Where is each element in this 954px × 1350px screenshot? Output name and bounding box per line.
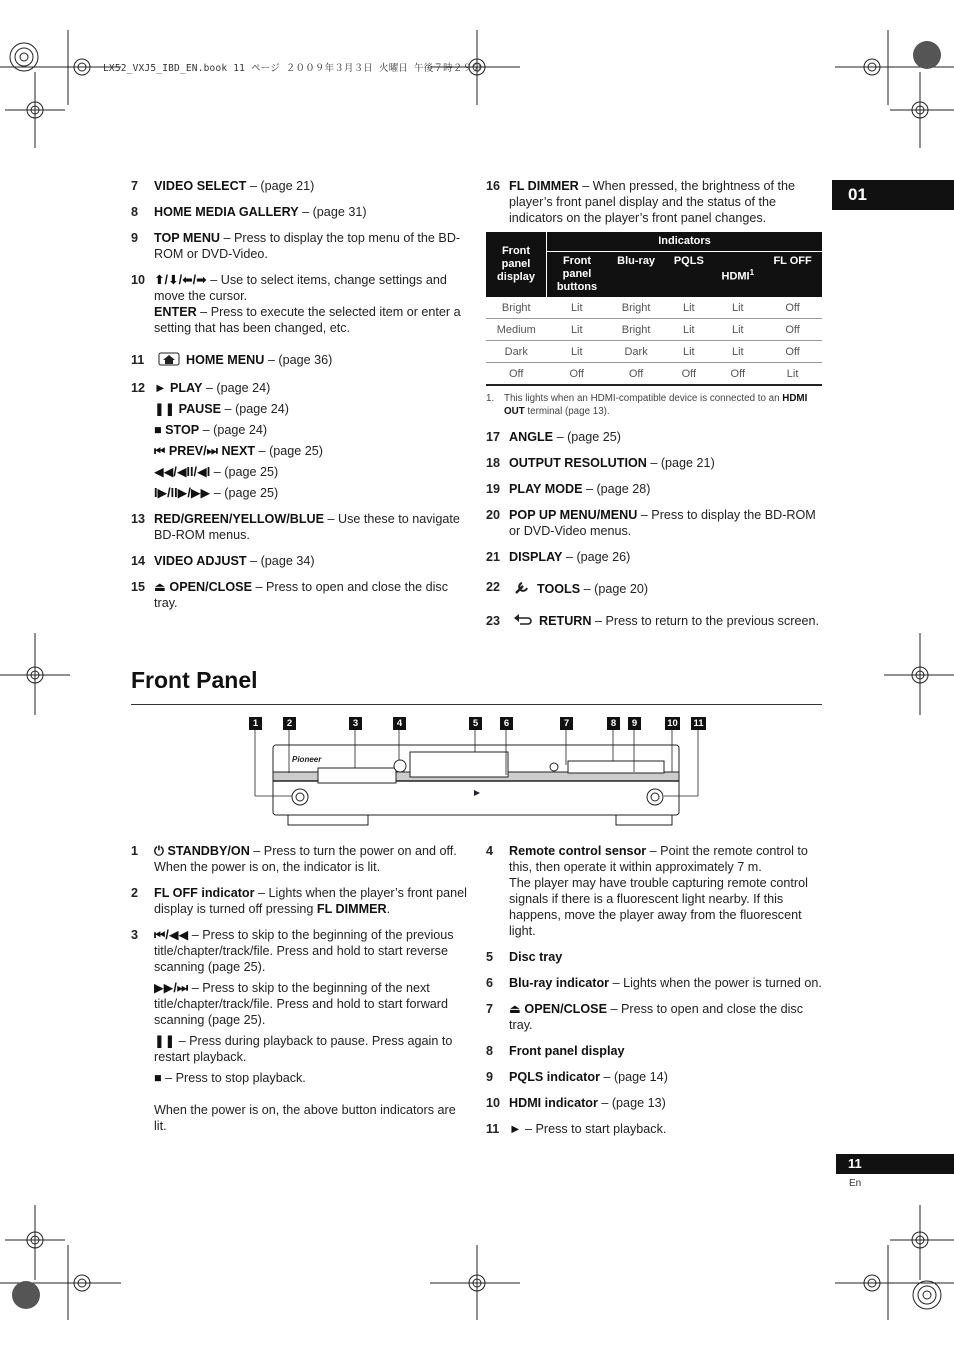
book-file-header: LX52_VXJ5_IBD_EN.book 11 ページ ２００９年３月３日 火曜日 午後７時２９分	[103, 63, 482, 74]
callout-6: 6	[500, 717, 513, 730]
item-number: 19	[486, 482, 501, 496]
table-cell: Off	[763, 297, 822, 319]
section-title: Front Panel	[131, 667, 258, 693]
item-title: ►	[509, 1122, 522, 1136]
list-item	[131, 230, 467, 262]
item-text: The player may have trouble capturing remote control signals if there is a fluorescent light nearby. If this happens, move the player away from the fluorescent light.	[509, 876, 808, 938]
list-item	[486, 949, 822, 965]
footnote-text: terminal (page 13).	[524, 406, 610, 417]
list-item	[486, 178, 822, 226]
item-number: 15	[131, 580, 146, 594]
table-footnote	[486, 392, 822, 418]
item-title: ⏏ OPEN/CLOSE	[154, 580, 252, 594]
item-number: 8	[131, 205, 139, 219]
chapter-tab: 01	[832, 180, 954, 210]
table-cell: Lit	[665, 319, 712, 341]
table-cell: Off	[607, 363, 665, 386]
table-cell: Bright	[486, 297, 547, 319]
return-icon	[513, 613, 533, 627]
col-header-fl-off: FL OFF	[763, 252, 822, 298]
item-text: – Press to turn the power on and off. When the power is on, the indicator is lit.	[154, 844, 457, 874]
item-note: When the power is on, the above button indicators are lit.	[154, 1103, 456, 1133]
bluray-logo	[474, 790, 480, 796]
list-item	[486, 1121, 822, 1137]
callout-9: 9	[628, 717, 641, 730]
item-title: VIDEO ADJUST	[154, 554, 247, 568]
table-cell: Medium	[486, 319, 547, 341]
callout-10: 10	[665, 717, 680, 730]
table-row	[486, 341, 822, 363]
table-cell: Bright	[607, 297, 665, 319]
list-item	[131, 553, 467, 569]
hdmi-label: HDMI	[721, 270, 750, 283]
item-number: 12	[131, 381, 146, 395]
item-title: HDMI indicator	[509, 1096, 598, 1110]
item-text: – Use these to navigate BD-ROM menus.	[154, 512, 460, 542]
item-title: ⏻ STANDBY/ON	[154, 844, 250, 858]
item-text: – Press to skip to the beginning of the previous title/chapter/track/file. Press and hold to start reverse scanning (page 25).	[154, 928, 454, 974]
item-number: 9	[486, 1070, 494, 1084]
col-header-buttons: Front panel buttons	[547, 252, 608, 298]
callout-11: 11	[691, 717, 706, 730]
item-title: FL DIMMER	[509, 179, 579, 193]
table-cell: Off	[712, 363, 763, 386]
item-text: – Lights when the player’s front panel display is turned off pressing	[154, 886, 467, 916]
table-cell: Bright	[607, 319, 665, 341]
item-symbol: ❚❚	[154, 1034, 176, 1048]
home-icon	[158, 352, 180, 366]
footnote-bold: HDMI OUT	[504, 393, 808, 417]
item-number: 21	[486, 550, 501, 564]
item-title: RED/GREEN/YELLOW/BLUE	[154, 512, 325, 526]
table-cell: Dark	[486, 341, 547, 363]
callout-2: 2	[283, 717, 296, 730]
list-item	[131, 511, 467, 543]
table-cell: Lit	[712, 319, 763, 341]
item-text: – Point the remote control to this, then operate it within approximately 7 m.	[509, 844, 808, 874]
item-number: 6	[486, 976, 494, 990]
item-text: – (page 25)	[210, 486, 279, 500]
item-text: – (page 14)	[599, 1070, 668, 1084]
item-title: TOOLS	[537, 582, 581, 596]
table-cell: Dark	[607, 341, 665, 363]
col-header-display: Front panel display	[486, 232, 547, 297]
item-number: 11	[486, 1122, 500, 1136]
table-row	[486, 363, 822, 386]
list-item	[131, 927, 467, 1134]
item-title: VIDEO SELECT	[154, 179, 247, 193]
list-item	[131, 579, 467, 611]
col-header-hdmi	[712, 252, 763, 298]
item-text: – (page 26)	[562, 550, 631, 564]
arrow-keys-title: ⬆/⬇/⬅/➡	[154, 273, 207, 287]
footnote-number: 1.	[486, 393, 495, 404]
table-row	[486, 297, 822, 319]
item-text: – Press during playback to pause. Press again to restart playback.	[154, 1034, 453, 1064]
item-text: – Press to execute the selected item or enter a setting that has been changed, etc.	[154, 305, 461, 335]
item-title: DISPLAY	[509, 550, 563, 564]
item-number: 8	[486, 1044, 494, 1058]
list-item	[131, 352, 467, 368]
list-item	[486, 843, 822, 939]
table-cell: Off	[763, 341, 822, 363]
item-title: Disc tray	[509, 950, 563, 964]
item-number: 10	[131, 273, 146, 287]
table-cell: Lit	[763, 363, 822, 386]
item-text: – Press to open and close the disc tray.	[509, 1002, 804, 1032]
item-title: OUTPUT RESOLUTION	[509, 456, 647, 470]
table-cell: Lit	[712, 341, 763, 363]
table-row	[486, 319, 822, 341]
item-text: – (page 20)	[580, 582, 649, 596]
item-number: 5	[486, 950, 494, 964]
item-title: FL OFF indicator	[154, 886, 255, 900]
item-number: 10	[486, 1096, 501, 1110]
item-title: Remote control sensor	[509, 844, 647, 858]
table-cell: Lit	[712, 297, 763, 319]
item-number: 13	[131, 512, 146, 526]
item-text: – (page 13)	[597, 1096, 666, 1110]
col-header-pqls: PQLS	[665, 252, 712, 298]
page-number: 11	[836, 1154, 954, 1174]
fl-dimmer-item	[486, 178, 822, 236]
item-symbol: ■	[154, 1071, 162, 1085]
callout-8: 8	[607, 717, 620, 730]
list-item	[486, 429, 822, 445]
list-item	[486, 975, 822, 991]
item-title: PQLS indicator	[509, 1070, 600, 1084]
list-item	[131, 204, 467, 220]
fwd-scan-title: I▶/II▶/▶▶	[154, 486, 211, 500]
item-number: 16	[486, 179, 501, 193]
item-number: 20	[486, 508, 501, 522]
list-item	[131, 843, 467, 875]
list-item	[486, 1069, 822, 1085]
item-text: – Press to return to the previous screen.	[591, 614, 819, 628]
item-text: – (page 24)	[202, 381, 271, 395]
col-header-bluray: Blu-ray	[607, 252, 665, 298]
item-text: – Press to skip to the beginning of the next title/chapter/track/file. Press and hold to start forward scanning (page 25).	[154, 981, 448, 1027]
item-title: PLAY MODE	[509, 482, 583, 496]
item-number: 7	[131, 179, 139, 193]
item-text: – Lights when the power is turned on.	[609, 976, 822, 990]
item-title: HOME MEDIA GALLERY	[154, 205, 299, 219]
col-header-indicators: Indicators	[547, 232, 823, 252]
item-text: – Press to display the BD-ROM or DVD-Video menus.	[509, 508, 816, 538]
item-title: RETURN	[539, 614, 592, 628]
front-panel-items-right	[486, 843, 822, 1147]
list-item	[486, 549, 822, 565]
item-symbol: ⏮/◀◀	[154, 928, 189, 942]
item-text: – (page 24)	[199, 423, 268, 437]
table-cell: Lit	[665, 341, 712, 363]
callout-5: 5	[469, 717, 482, 730]
wrench-icon	[513, 579, 531, 595]
indicator-table	[486, 232, 822, 386]
item-text: – Press to start playback.	[521, 1122, 667, 1136]
prev-next-title: ⏮ PREV/⏭ NEXT	[154, 444, 256, 458]
item-title: ⏏ OPEN/CLOSE	[509, 1002, 607, 1016]
callout-7: 7	[560, 717, 573, 730]
section-divider	[131, 704, 822, 705]
play-title: ► PLAY	[154, 381, 203, 395]
callout-1: 1	[249, 717, 262, 730]
enter-title: ENTER	[154, 305, 197, 319]
callout-4: 4	[393, 717, 406, 730]
list-item	[486, 481, 822, 497]
item-title: Blu-ray indicator	[509, 976, 610, 990]
list-item	[486, 1001, 822, 1033]
item-number: 11	[131, 353, 145, 367]
item-title: ANGLE	[509, 430, 554, 444]
list-item	[486, 455, 822, 471]
remote-items-left	[131, 178, 467, 621]
item-text: – (page 21)	[246, 179, 315, 193]
list-item	[486, 579, 822, 597]
item-text: – (page 34)	[246, 554, 315, 568]
item-number: 18	[486, 456, 501, 470]
item-title: TOP MENU	[154, 231, 221, 245]
item-number: 2	[131, 886, 139, 900]
list-item	[486, 613, 822, 629]
item-text: – (page 24)	[221, 402, 289, 416]
table-cell: Lit	[665, 297, 712, 319]
item-text: – (page 25)	[255, 444, 323, 458]
item-number: 3	[131, 928, 139, 942]
footnote-text: This lights when an HDMI-compatible device is connected to an	[504, 393, 783, 404]
list-item	[486, 507, 822, 539]
brand-logo: Pioneer	[292, 755, 322, 764]
item-text: – Use to select items, change settings and move the cursor.	[154, 273, 447, 303]
item-title: POP UP MENU/MENU	[509, 508, 638, 522]
stop-title: ■ STOP	[154, 423, 200, 437]
rev-scan-title: ◀◀/◀II/◀I	[154, 465, 211, 479]
list-item	[131, 272, 467, 336]
callout-3: 3	[349, 717, 362, 730]
hdmi-footnote-mark: 1	[749, 267, 755, 277]
item-number: 9	[131, 231, 139, 245]
list-item	[131, 380, 467, 501]
item-title: Front panel display	[509, 1044, 625, 1058]
table-cell: Off	[547, 363, 608, 386]
list-item	[486, 1095, 822, 1111]
table-cell: Off	[486, 363, 547, 386]
item-number: 22	[486, 580, 501, 594]
item-number: 14	[131, 554, 146, 568]
table-cell: Off	[665, 363, 712, 386]
item-bold: FL DIMMER	[316, 902, 387, 916]
table-cell: Lit	[547, 319, 608, 341]
item-number: 17	[486, 430, 501, 444]
player-front-diagram	[240, 730, 720, 830]
item-text: – (page 36)	[264, 353, 333, 367]
table-cell: Off	[763, 319, 822, 341]
item-number: 7	[486, 1002, 494, 1016]
item-text: – (page 25)	[553, 430, 621, 444]
item-text: – Press to display the top menu of the BD-ROM or DVD-Video.	[154, 231, 461, 261]
item-text: – (page 28)	[582, 482, 651, 496]
list-item	[131, 885, 467, 917]
table-cell: Lit	[547, 341, 608, 363]
item-text: – (page 25)	[210, 465, 279, 479]
item-text: – Press to open and close the disc tray.	[154, 580, 449, 610]
item-number: 1	[131, 844, 139, 858]
list-item	[131, 178, 467, 194]
front-panel-items-left	[131, 843, 467, 1144]
item-number: 4	[486, 844, 494, 858]
item-text: – (page 21)	[646, 456, 715, 470]
item-text: – When pressed, the brightness of the player’s front panel display and the status of the indicators on the player’s front panel changes.	[509, 179, 796, 225]
item-number: 23	[486, 614, 501, 628]
remote-items-right	[486, 429, 822, 639]
language-label: En	[849, 1178, 862, 1189]
list-item	[486, 1043, 822, 1059]
item-text: .	[386, 902, 391, 916]
item-text: – Press to stop playback.	[161, 1071, 306, 1085]
item-symbol: ▶▶/⏭	[154, 981, 189, 995]
table-cell: Lit	[547, 297, 608, 319]
pause-title: ❚❚ PAUSE	[154, 402, 222, 416]
item-title: HOME MENU	[186, 353, 265, 367]
item-text: – (page 31)	[298, 205, 367, 219]
